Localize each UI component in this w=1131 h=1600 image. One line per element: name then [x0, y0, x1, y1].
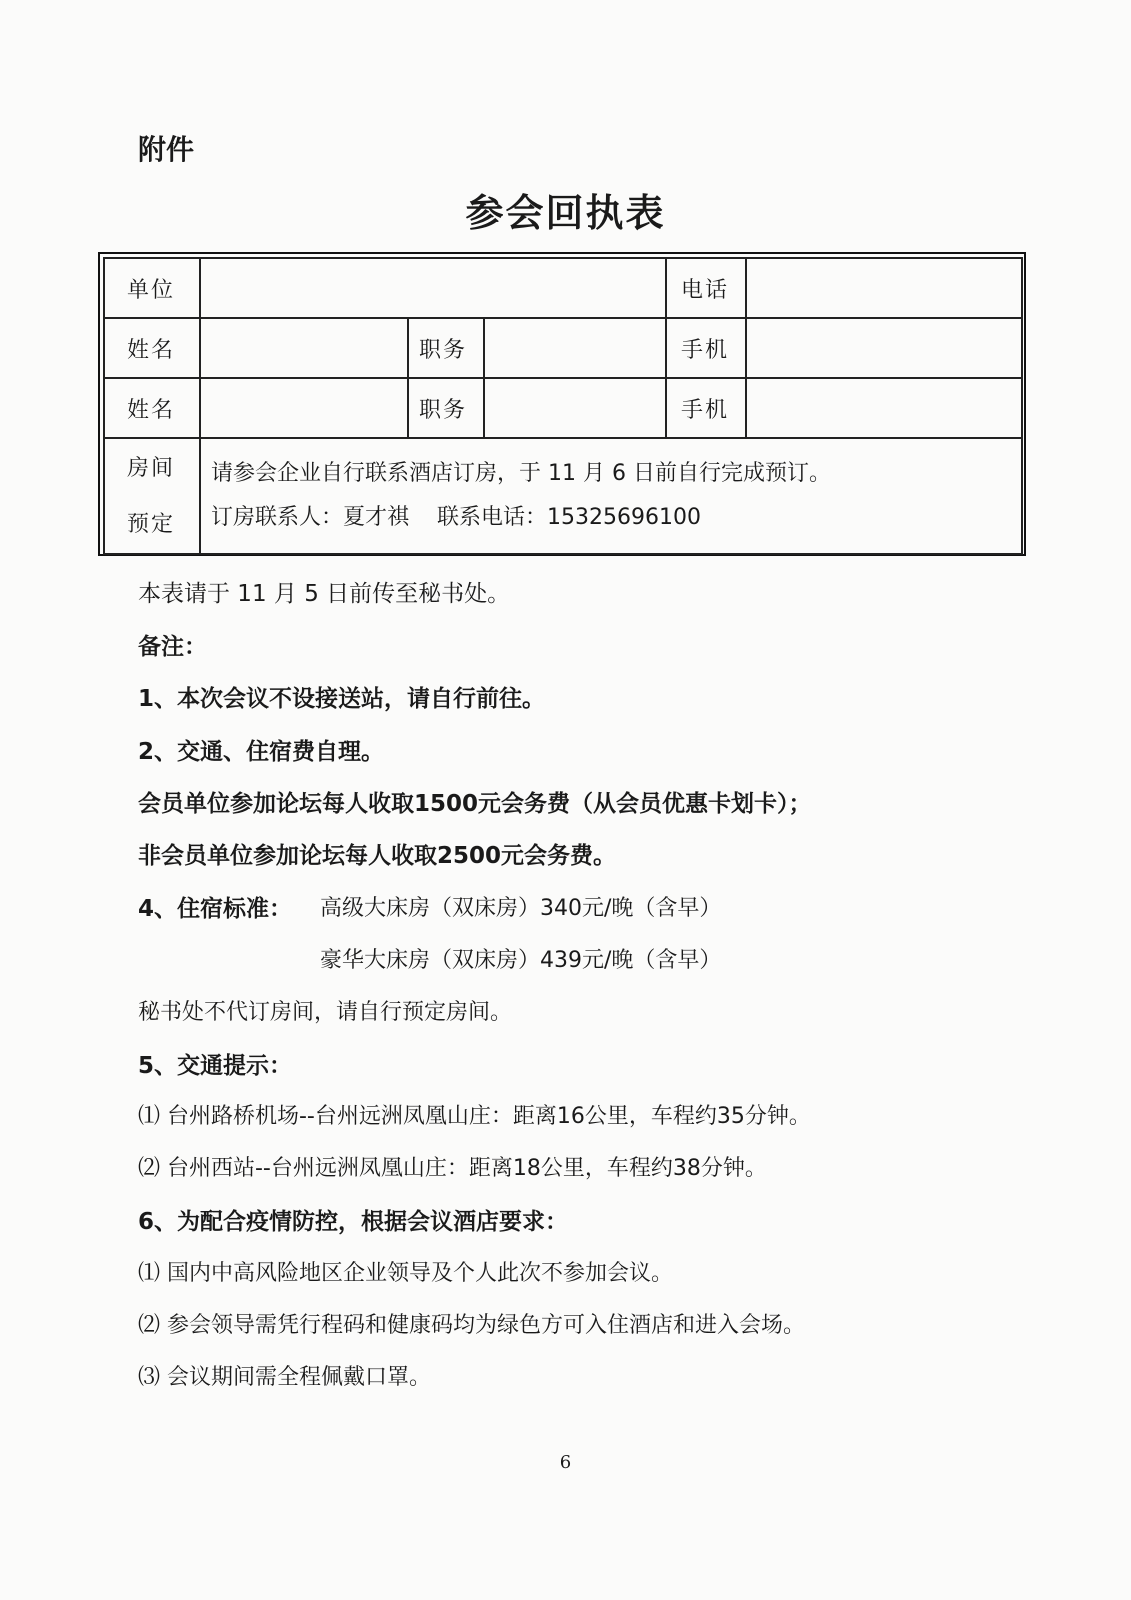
room-note-line2: 订房联系人：夏才祺 联系电话：15325696100 — [211, 505, 701, 530]
page-title: 参会回执表 — [465, 191, 666, 235]
registration-table — [103, 257, 1023, 555]
mobile-label-1: 手机 — [666, 318, 746, 378]
remark-item-2: 2、交通、住宿费自理。 — [138, 739, 385, 765]
remark-item-5: 5、交通提示： — [138, 1053, 293, 1079]
name-label-1: 姓名 — [104, 318, 200, 378]
name-label-2: 姓名 — [104, 378, 200, 438]
no-booking-note: 秘书处不代订房间，请自行预定房间。 — [138, 1000, 513, 1025]
fee-member: 会员单位参加论坛每人收取1500元会务费（从会员优惠卡划卡）； — [138, 791, 812, 817]
remark-item-1: 1、本次会议不设接送站，请自行前往。 — [138, 686, 546, 712]
page-number: 6 — [559, 1452, 572, 1473]
mobile-field-2[interactable] — [746, 378, 1022, 438]
attachment-label: 附件 — [138, 133, 195, 166]
remarks-heading: 备注： — [138, 634, 207, 660]
room-label-line1: 房间 — [127, 456, 176, 481]
position-label-1: 职务 — [408, 318, 484, 378]
room-note-line1: 请参会企业自行联系酒店订房，于 11 月 6 日前自行完成预订。 — [211, 461, 831, 486]
unit-label: 单位 — [104, 258, 200, 318]
covid-rule-2: ⑵ 参会领导需凭行程码和健康码均为绿色方可入住酒店和进入会场。 — [138, 1313, 805, 1338]
covid-rule-1: ⑴ 国内中高风险地区企业领导及个人此次不参加会议。 — [138, 1261, 673, 1286]
fee-nonmember: 非会员单位参加论坛每人收取2500元会务费。 — [138, 843, 617, 869]
unit-field[interactable] — [200, 258, 666, 318]
name-field-2[interactable] — [200, 378, 408, 438]
deadline-text: 本表请于 11 月 5 日前传至秘书处。 — [138, 581, 511, 607]
covid-rule-3: ⑶ 会议期间需全程佩戴口罩。 — [138, 1365, 431, 1390]
traffic-tip-1: ⑴ 台州路桥机场--台州远洲凤凰山庄：距离16公里，车程约35分钟。 — [138, 1104, 811, 1129]
position-field-1[interactable] — [484, 318, 666, 378]
phone-field[interactable] — [746, 258, 1022, 318]
room-standard-2: 豪华大床房（双床房）439元/晚（含早） — [320, 948, 722, 973]
position-label-2: 职务 — [408, 378, 484, 438]
room-booking-note — [200, 438, 1022, 554]
mobile-field-1[interactable] — [746, 318, 1022, 378]
remark-item-6: 6、为配合疫情防控，根据会议酒店要求： — [138, 1209, 569, 1235]
phone-label: 电话 — [666, 258, 746, 318]
traffic-tip-2: ⑵ 台州西站--台州远洲凤凰山庄：距离18公里，车程约38分钟。 — [138, 1156, 767, 1181]
remark-item-4-label: 4、住宿标准： — [138, 896, 293, 922]
room-label-line2: 预定 — [127, 512, 176, 537]
room-standard-1: 高级大床房（双床房）340元/晚（含早） — [320, 896, 722, 921]
room-booking-label — [104, 438, 200, 554]
name-field-1[interactable] — [200, 318, 408, 378]
position-field-2[interactable] — [484, 378, 666, 438]
mobile-label-2: 手机 — [666, 378, 746, 438]
registration-form — [98, 252, 1026, 556]
